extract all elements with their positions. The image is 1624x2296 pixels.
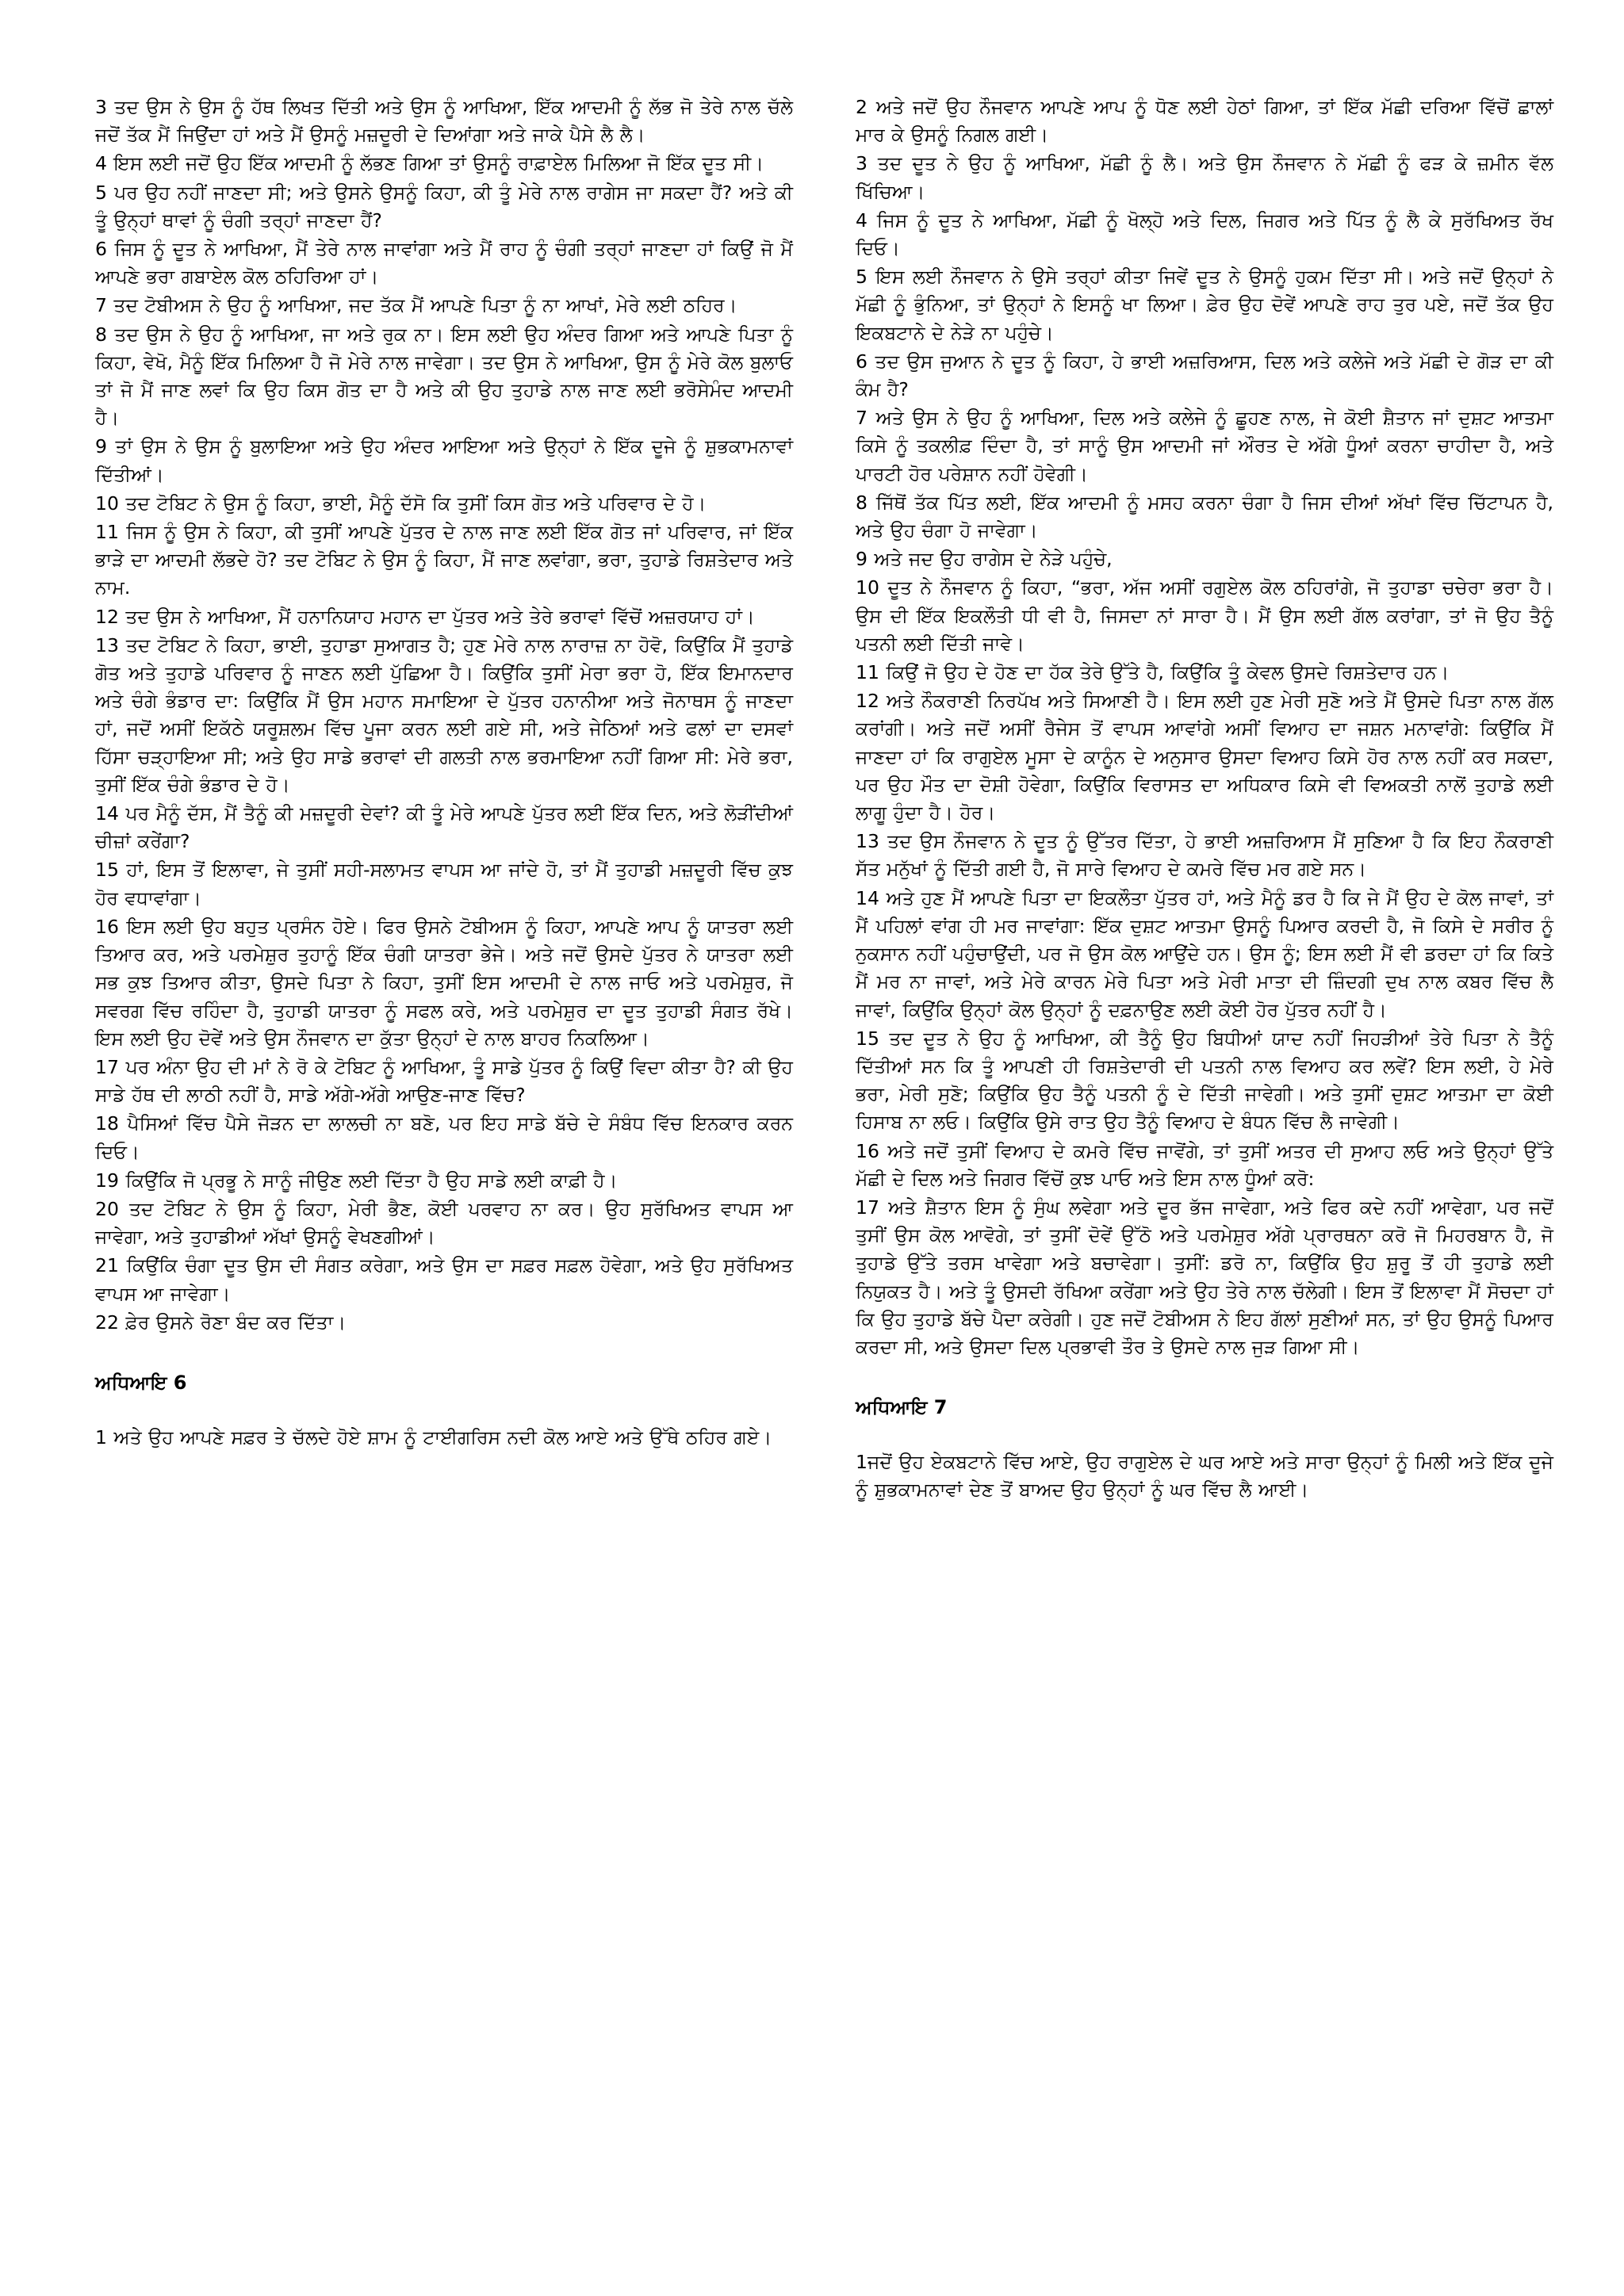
verse: 12 ਤਦ ਉਸ ਨੇ ਆਖਿਆ, ਮੈਂ ਹਨਾਨਿਯਾਹ ਮਹਾਨ ਦਾ ਪੁੱਤਰ ਅਤੇ ਤੇਰੇ ਭਰਾਵਾਂ ਵਿੱਚੋਂ ਅਜ਼ਰਯਾਹ ਹਾਂ। <box>95 605 755 628</box>
verse: 7 ਅਤੇ ਉਸ ਨੇ ਉਹ ਨੂੰ ਆਖਿਆ, ਦਿਲ ਅਤੇ ਕਲੇਜੇ ਨੂੰ ਛੂਹਣ ਨਾਲ, ਜੇ ਕੋਈ ਸ਼ੈਤਾਨ ਜਾਂ ਦੁਸ਼ਟ ਆਤਮਾ ਕਿਸੇ ਨੂੰ ਤਕਲੀਫ਼ ਦਿੰਦਾ ਹੈ, ਤਾਂ ਸਾਨੂੰ ਉਸ ਆਦਮੀ ਜਾਂ ਔਰਤ ਦੇ ਅੱਗੇ ਧੂੰਆਂ ਕਰਨਾ ਚਾਹੀਦਾ ਹੈ, ਅਤੇ ਪਾਰਟੀ ਹੋਰ ਪਰੇਸ਼ਾਨ ਨਹੀਂ ਹੋਵੇਗੀ। <box>856 407 1553 485</box>
verse: 14 ਅਤੇ ਹੁਣ ਮੈਂ ਆਪਣੇ ਪਿਤਾ ਦਾ ਇਕਲੌਤਾ ਪੁੱਤਰ ਹਾਂ, ਅਤੇ ਮੈਨੂੰ ਡਰ ਹੈ ਕਿ ਜੇ ਮੈਂ ਉਹ ਦੇ ਕੋਲ ਜਾਵਾਂ, ਤਾਂ ਮੈਂ ਪਹਿਲਾਂ ਵਾਂਗ ਹੀ ਮਰ ਜਾਵਾਂਗਾ: ਇੱਕ ਦੁਸ਼ਟ ਆਤਮਾ ਉਸਨੂੰ ਪਿਆਰ ਕਰਦੀ ਹੈ, ਜੋ ਕਿਸੇ ਦੇ ਸਰੀਰ ਨੂੰ ਨੁਕਸਾਨ ਨਹੀਂ ਪਹੁੰਚਾਉਂਦੀ, ਪਰ ਜੋ ਉਸ ਕੋਲ ਆਉਂਦੇ ਹਨ। ਉਸ ਨੂੰ; ਇਸ ਲਈ ਮੈਂ ਵੀ ਡਰਦਾ ਹਾਂ ਕਿ ਕਿਤੇ ਮੈਂ ਮਰ ਨਾ ਜਾਵਾਂ, ਅਤੇ ਮੇਰੇ ਕਾਰਨ ਮੇਰੇ ਪਿਤਾ ਅਤੇ ਮੇਰੀ ਮਾਤਾ ਦੀ ਜ਼ਿੰਦਗੀ ਦੁਖ ਨਾਲ ਕਬਰ ਵਿੱਚ ਲੈ ਜਾਵਾਂ, ਕਿਉਂਕਿ ਉਨ੍ਹਾਂ ਕੋਲ ਉਨ੍ਹਾਂ ਨੂੰ ਦਫ਼ਨਾਉਣ ਲਈ ਕੋਈ ਹੋਰ ਪੁੱਤਰ ਨਹੀਂ ਹੈ। <box>856 886 1553 1021</box>
chapter-6-verses <box>856 94 1553 1361</box>
verse: 6 ਜਿਸ ਨੂੰ ਦੂਤ ਨੇ ਆਖਿਆ, ਮੈਂ ਤੇਰੇ ਨਾਲ ਜਾਵਾਂਗਾ ਅਤੇ ਮੈਂ ਰਾਹ ਨੂੰ ਚੰਗੀ ਤਰ੍ਹਾਂ ਜਾਣਦਾ ਹਾਂ ਕਿਉਂ ਜੋ ਮੈਂ ਆਪਣੇ ਭਰਾ ਗਬਾਏਲ ਕੋਲ ਠਹਿਰਿਆ ਹਾਂ। <box>95 238 793 289</box>
chapter-heading-6: ਅਧਿਆਇ 6 <box>95 1371 187 1394</box>
right-column <box>856 94 1553 1506</box>
verse: 1ਜਦੋਂ ਉਹ ਏਕਬਟਾਨੇ ਵਿੱਚ ਆਏ, ਉਹ ਰਾਗੁਏਲ ਦੇ ਘਰ ਆਏ ਅਤੇ ਸਾਰਾ ਉਨ੍ਹਾਂ ਨੂੰ ਮਿਲੀ ਅਤੇ ਇੱਕ ਦੂਜੇ ਨੂੰ ਸ਼ੁਭਕਾਮਨਾਵਾਂ ਦੇਣ ਤੋਂ ਬਾਅਦ ਉਹ ਉਨ੍ਹਾਂ ਨੂੰ ਘਰ ਵਿੱਚ ਲੈ ਆਈ। <box>856 1451 1553 1502</box>
verse: 3 ਤਦ ਉਸ ਨੇ ਉਸ ਨੂੰ ਹੱਥ ਲਿਖਤ ਦਿੱਤੀ ਅਤੇ ਉਸ ਨੂੰ ਆਖਿਆ, ਇੱਕ ਆਦਮੀ ਨੂੰ ਲੱਭ ਜੋ ਤੇਰੇ ਨਾਲ ਚੱਲੇ ਜਦੋਂ ਤੱਕ ਮੈਂ ਜਿਉਂਦਾ ਹਾਂ ਅਤੇ ਮੈਂ ਉਸਨੂੰ ਮਜ਼ਦੂਰੀ ਦੇ ਦਿਆਂਗਾ ਅਤੇ ਜਾਕੇ ਪੈਸੇ ਲੈ ਲੈ। <box>95 96 793 147</box>
verse: 16 ਇਸ ਲਈ ਉਹ ਬਹੁਤ ਪ੍ਰਸੰਨ ਹੋਏ। ਫਿਰ ਉਸਨੇ ਟੋਬੀਅਸ ਨੂੰ ਕਿਹਾ, ਆਪਣੇ ਆਪ ਨੂੰ ਯਾਤਰਾ ਲਈ ਤਿਆਰ ਕਰ, ਅਤੇ ਪਰਮੇਸ਼ੁਰ ਤੁਹਾਨੂੰ ਇੱਕ ਚੰਗੀ ਯਾਤਰਾ ਭੇਜੇ। ਅਤੇ ਜਦੋਂ ਉਸਦੇ ਪੁੱਤਰ ਨੇ ਯਾਤਰਾ ਲਈ ਸਭ ਕੁਝ ਤਿਆਰ ਕੀਤਾ, ਉਸਦੇ ਪਿਤਾ ਨੇ ਕਿਹਾ, ਤੁਸੀਂ ਇਸ ਆਦਮੀ ਦੇ ਨਾਲ ਜਾਓ ਅਤੇ ਪਰਮੇਸ਼ੁਰ, ਜੋ ਸਵਰਗ ਵਿੱਚ ਰਹਿੰਦਾ ਹੈ, ਤੁਹਾਡੀ ਯਾਤਰਾ ਨੂੰ ਸਫਲ ਕਰੇ, ਅਤੇ ਪਰਮੇਸ਼ੁਰ ਦਾ ਦੂਤ ਤੁਹਾਡੀ ਸੰਗਤ ਰੱਖੇ। ਇਸ ਲਈ ਉਹ ਦੋਵੇਂ ਅਤੇ ਉਸ ਨੌਜਵਾਨ ਦਾ ਕੁੱਤਾ ਉਨ੍ਹਾਂ ਦੇ ਨਾਲ ਬਾਹਰ ਨਿਕਲਿਆ। <box>95 915 793 1050</box>
verse: 16 ਅਤੇ ਜਦੋਂ ਤੁਸੀਂ ਵਿਆਹ ਦੇ ਕਮਰੇ ਵਿੱਚ ਜਾਵੋਂਗੇ, ਤਾਂ ਤੁਸੀਂ ਅਤਰ ਦੀ ਸੁਆਹ ਲਓ ਅਤੇ ਉਨ੍ਹਾਂ ਉੱਤੇ ਮੱਛੀ ਦੇ ਦਿਲ ਅਤੇ ਜਿਗਰ ਵਿੱਚੋਂ ਕੁਝ ਪਾਓ ਅਤੇ ਇਸ ਨਾਲ ਧੂੰਆਂ ਕਰੋ: <box>856 1139 1553 1190</box>
verse: 5 ਇਸ ਲਈ ਨੌਜਵਾਨ ਨੇ ਉਸੇ ਤਰ੍ਹਾਂ ਕੀਤਾ ਜਿਵੇਂ ਦੂਤ ਨੇ ਉਸਨੂੰ ਹੁਕਮ ਦਿੱਤਾ ਸੀ। ਅਤੇ ਜਦੋਂ ਉਨ੍ਹਾਂ ਨੇ ਮੱਛੀ ਨੂੰ ਭੁੰਨਿਆ, ਤਾਂ ਉਨ੍ਹਾਂ ਨੇ ਇਸਨੂੰ ਖਾ ਲਿਆ। ਫ਼ੇਰ ਉਹ ਦੋਵੇਂ ਆਪਣੇ ਰਾਹ ਤੁਰ ਪਏ, ਜਦੋਂ ਤੱਕ ਉਹ ਇਕਬਟਾਨੇ ਦੇ ਨੇੜੇ ਨਾ ਪਹੁੰਚੇ। <box>856 266 1553 344</box>
verse: 15 ਹਾਂ, ਇਸ ਤੋਂ ਇਲਾਵਾ, ਜੇ ਤੁਸੀਂ ਸਹੀ-ਸਲਾਮਤ ਵਾਪਸ ਆ ਜਾਂਦੇ ਹੋ, ਤਾਂ ਮੈਂ ਤੁਹਾਡੀ ਮਜ਼ਦੂਰੀ ਵਿੱਚ ਕੁਝ ਹੋਰ ਵਧਾਵਾਂਗਾ। <box>95 859 793 909</box>
verse: 12 ਅਤੇ ਨੌਕਰਾਣੀ ਨਿਰਪੱਖ ਅਤੇ ਸਿਆਣੀ ਹੈ। ਇਸ ਲਈ ਹੁਣ ਮੇਰੀ ਸੁਣੋ ਅਤੇ ਮੈਂ ਉਸਦੇ ਪਿਤਾ ਨਾਲ ਗੱਲ ਕਰਾਂਗੀ। ਅਤੇ ਜਦੋਂ ਅਸੀਂ ਰੈਜੇਸ ਤੋਂ ਵਾਪਸ ਆਵਾਂਗੇ ਅਸੀਂ ਵਿਆਹ ਦਾ ਜਸ਼ਨ ਮਨਾਵਾਂਗੇ: ਕਿਉਂਕਿ ਮੈਂ ਜਾਣਦਾ ਹਾਂ ਕਿ ਰਾਗੁਏਲ ਮੂਸਾ ਦੇ ਕਾਨੂੰਨ ਦੇ ਅਨੁਸਾਰ ਉਸਦਾ ਵਿਆਹ ਕਿਸੇ ਹੋਰ ਨਾਲ ਨਹੀਂ ਕਰ ਸਕਦਾ, ਪਰ ਉਹ ਮੌਤ ਦਾ ਦੋਸ਼ੀ ਹੋਵੇਗਾ, ਕਿਉਂਕਿ ਵਿਰਾਸਤ ਦਾ ਅਧਿਕਾਰ ਕਿਸੇ ਵੀ ਵਿਅਕਤੀ ਨਾਲੋਂ ਤੁਹਾਡੇ ਲਈ ਲਾਗੂ ਹੁੰਦਾ ਹੈ। ਹੋਰ। <box>856 690 1553 825</box>
verse: 1 ਅਤੇ ਉਹ ਆਪਣੇ ਸਫ਼ਰ ਤੇ ਚੱਲਦੇ ਹੋਏ ਸ਼ਾਮ ਨੂੰ ਟਾਈਗਰਿਸ ਨਦੀ ਕੋਲ ਆਏ ਅਤੇ ਉੱਥੇ ਠਹਿਰ ਗਏ। <box>95 1425 772 1448</box>
verse: 10 ਦੂਤ ਨੇ ਨੌਜਵਾਨ ਨੂੰ ਕਿਹਾ, “ਭਰਾ, ਅੱਜ ਅਸੀਂ ਰਗੁਏਲ ਕੋਲ ਠਹਿਰਾਂਗੇ, ਜੋ ਤੁਹਾਡਾ ਚਚੇਰਾ ਭਰਾ ਹੈ। ਉਸ ਦੀ ਇੱਕ ਇਕਲੌਤੀ ਧੀ ਵੀ ਹੈ, ਜਿਸਦਾ ਨਾਂ ਸਾਰਾ ਹੈ। ਮੈਂ ਉਸ ਲਈ ਗੱਲ ਕਰਾਂਗਾ, ਤਾਂ ਜੋ ਉਹ ਤੈਨੂੰ ਪਤਨੀ ਲਈ ਦਿੱਤੀ ਜਾਵੇ। <box>856 576 1553 655</box>
verse: 19 ਕਿਉਂਕਿ ਜੋ ਪ੍ਰਭੂ ਨੇ ਸਾਨੂੰ ਜੀਉਣ ਲਈ ਦਿੱਤਾ ਹੈ ਉਹ ਸਾਡੇ ਲਈ ਕਾਫ਼ੀ ਹੈ। <box>95 1169 618 1192</box>
verse: 17 ਪਰ ਅੰਨਾ ਉਹ ਦੀ ਮਾਂ ਨੇ ਰੋ ਕੇ ਟੋਬਿਟ ਨੂੰ ਆਖਿਆ, ਤੂੰ ਸਾਡੇ ਪੁੱਤਰ ਨੂੰ ਕਿਉਂ ਵਿਦਾ ਕੀਤਾ ਹੈ? ਕੀ ਉਹ ਸਾਡੇ ਹੱਥ ਦੀ ਲਾਠੀ ਨਹੀਂ ਹੈ, ਸਾਡੇ ਅੱਗੇ-ਅੱਗੇ ਆਉਣ-ਜਾਣ ਵਿੱਚ? <box>95 1055 793 1107</box>
verse: 11 ਜਿਸ ਨੂੰ ਉਸ ਨੇ ਕਿਹਾ, ਕੀ ਤੁਸੀਂ ਆਪਣੇ ਪੁੱਤਰ ਦੇ ਨਾਲ ਜਾਣ ਲਈ ਇੱਕ ਗੋਤ ਜਾਂ ਪਰਿਵਾਰ, ਜਾਂ ਇੱਕ ਭਾੜੇ ਦਾ ਆਦਮੀ ਲੱਭਦੇ ਹੋ? ਤਦ ਟੋਬਿਟ ਨੇ ਉਸ ਨੂੰ ਕਿਹਾ, ਮੈਂ ਜਾਣ ਲਵਾਂਗਾ, ਭਰਾ, ਤੁਹਾਡੇ ਰਿਸ਼ਤੇਦਾਰ ਅਤੇ ਨਾਮ. <box>95 521 793 599</box>
verse: 9 ਅਤੇ ਜਦ ਉਹ ਰਾਗੇਸ ਦੇ ਨੇੜੇ ਪਹੁੰਚੇ, <box>856 548 1113 571</box>
verse: 6 ਤਦ ਉਸ ਜੁਆਨ ਨੇ ਦੂਤ ਨੂੰ ਕਿਹਾ, ਹੇ ਭਾਈ ਅਜ਼ਰਿਆਸ, ਦਿਲ ਅਤੇ ਕਲੇਜੇ ਅਤੇ ਮੱਛੀ ਦੇ ਗੋੜ ਦਾ ਕੀ ਕੰਮ ਹੈ? <box>856 350 1553 401</box>
verse: 11 ਕਿਉਂ ਜੋ ਉਹ ਦੇ ਹੋਣ ਦਾ ਹੱਕ ਤੇਰੇ ਉੱਤੇ ਹੈ, ਕਿਉਂਕਿ ਤੂੰ ਕੇਵਲ ਉਸਦੇ ਰਿਸ਼ਤੇਦਾਰ ਹਨ। <box>856 661 1450 684</box>
chapter-7-verses <box>856 1448 1553 1504</box>
verse: 18 ਪੈਸਿਆਂ ਵਿੱਚ ਪੈਸੇ ਜੋੜਨ ਦਾ ਲਾਲਚੀ ਨਾ ਬਣੋ, ਪਰ ਇਹ ਸਾਡੇ ਬੱਚੇ ਦੇ ਸੰਬੰਧ ਵਿੱਚ ਇਨਕਾਰ ਕਰਨ ਦਿਓ। <box>95 1112 793 1163</box>
verse: 8 ਜਿੱਥੋਂ ਤੱਕ ਪਿੱਤ ਲਈ, ਇੱਕ ਆਦਮੀ ਨੂੰ ਮਸਹ ਕਰਨਾ ਚੰਗਾ ਹੈ ਜਿਸ ਦੀਆਂ ਅੱਖਾਂ ਵਿੱਚ ਚਿੱਟਾਪਨ ਹੈ, ਅਤੇ ਉਹ ਚੰਗਾ ਹੋ ਜਾਵੇਗਾ। <box>856 491 1553 542</box>
chapter-5-verses <box>95 94 793 1337</box>
verse: 8 ਤਦ ਉਸ ਨੇ ਉਹ ਨੂੰ ਆਖਿਆ, ਜਾ ਅਤੇ ਰੁਕ ਨਾ। ਇਸ ਲਈ ਉਹ ਅੰਦਰ ਗਿਆ ਅਤੇ ਆਪਣੇ ਪਿਤਾ ਨੂੰ ਕਿਹਾ, ਵੇਖੋ, ਮੈਨੂੰ ਇੱਕ ਮਿਲਿਆ ਹੈ ਜੋ ਮੇਰੇ ਨਾਲ ਜਾਵੇਗਾ। ਤਦ ਉਸ ਨੇ ਆਖਿਆ, ਉਸ ਨੂੰ ਮੇਰੇ ਕੋਲ ਬੁਲਾਓ ਤਾਂ ਜੋ ਮੈਂ ਜਾਣ ਲਵਾਂ ਕਿ ਉਹ ਕਿਸ ਗੋਤ ਦਾ ਹੈ ਅਤੇ ਕੀ ਉਹ ਤੁਹਾਡੇ ਨਾਲ ਜਾਣ ਲਈ ਭਰੋਸੇਮੰਦ ਆਦਮੀ ਹੈ। <box>95 323 793 430</box>
chapter-6-verses-start <box>95 1424 793 1452</box>
left-column <box>95 94 793 1452</box>
verse: 5 ਪਰ ਉਹ ਨਹੀਂ ਜਾਣਦਾ ਸੀ; ਅਤੇ ਉਸਨੇ ਉਸਨੂੰ ਕਿਹਾ, ਕੀ ਤੂੰ ਮੇਰੇ ਨਾਲ ਰਾਗੇਸ ਜਾ ਸਕਦਾ ਹੈਂ? ਅਤੇ ਕੀ ਤੂੰ ਉਨ੍ਹਾਂ ਥਾਵਾਂ ਨੂੰ ਚੰਗੀ ਤਰ੍ਹਾਂ ਜਾਣਦਾ ਹੈਂ? <box>95 181 793 232</box>
verse: 9 ਤਾਂ ਉਸ ਨੇ ਉਸ ਨੂੰ ਬੁਲਾਇਆ ਅਤੇ ਉਹ ਅੰਦਰ ਆਇਆ ਅਤੇ ਉਨ੍ਹਾਂ ਨੇ ਇੱਕ ਦੂਜੇ ਨੂੰ ਸ਼ੁਭਕਾਮਨਾਵਾਂ ਦਿੱਤੀਆਂ। <box>95 435 793 486</box>
verse: 3 ਤਦ ਦੂਤ ਨੇ ਉਹ ਨੂੰ ਆਖਿਆ, ਮੱਛੀ ਨੂੰ ਲੈ। ਅਤੇ ਉਸ ਨੌਜਵਾਨ ਨੇ ਮੱਛੀ ਨੂੰ ਫੜ ਕੇ ਜ਼ਮੀਨ ਵੱਲ ਖਿੱਚਿਆ। <box>856 152 1553 203</box>
verse: 13 ਤਦ ਉਸ ਨੌਜਵਾਨ ਨੇ ਦੂਤ ਨੂੰ ਉੱਤਰ ਦਿੱਤਾ, ਹੇ ਭਾਈ ਅਜ਼ਰਿਆਸ ਮੈਂ ਸੁਣਿਆ ਹੈ ਕਿ ਇਹ ਨੌਕਰਾਣੀ ਸੱਤ ਮਨੁੱਖਾਂ ਨੂੰ ਦਿੱਤੀ ਗਈ ਹੈ, ਜੋ ਸਾਰੇ ਵਿਆਹ ਦੇ ਕਮਰੇ ਵਿੱਚ ਮਰ ਗਏ ਸਨ। <box>856 830 1553 881</box>
chapter-heading-7: ਅਧਿਆਇ 7 <box>856 1396 948 1419</box>
verse: 21 ਕਿਉਂਕਿ ਚੰਗਾ ਦੂਤ ਉਸ ਦੀ ਸੰਗਤ ਕਰੇਗਾ, ਅਤੇ ਉਸ ਦਾ ਸਫ਼ਰ ਸਫ਼ਲ ਹੋਵੇਗਾ, ਅਤੇ ਉਹ ਸੁਰੱਖਿਅਤ ਵਾਪਸ ਆ ਜਾਵੇਗਾ। <box>95 1254 793 1305</box>
verse: 20 ਤਦ ਟੋਬਿਟ ਨੇ ਉਸ ਨੂੰ ਕਿਹਾ, ਮੇਰੀ ਭੈਣ, ਕੋਈ ਪਰਵਾਹ ਨਾ ਕਰ। ਉਹ ਸੁਰੱਖਿਅਤ ਵਾਪਸ ਆ ਜਾਵੇਗਾ, ਅਤੇ ਤੁਹਾਡੀਆਂ ਅੱਖਾਂ ਉਸਨੂੰ ਵੇਖਣਗੀਆਂ। <box>95 1197 793 1249</box>
verse: 4 ਜਿਸ ਨੂੰ ਦੂਤ ਨੇ ਆਖਿਆ, ਮੱਛੀ ਨੂੰ ਖੋਲ੍ਹੋ ਅਤੇ ਦਿਲ, ਜਿਗਰ ਅਤੇ ਪਿੱਤ ਨੂੰ ਲੈ ਕੇ ਸੁਰੱਖਿਅਤ ਰੱਖ ਦਿਓ। <box>856 209 1553 260</box>
verse: 14 ਪਰ ਮੈਨੂੰ ਦੱਸ, ਮੈਂ ਤੈਨੂੰ ਕੀ ਮਜ਼ਦੂਰੀ ਦੇਵਾਂ? ਕੀ ਤੂੰ ਮੇਰੇ ਆਪਣੇ ਪੁੱਤਰ ਲਈ ਇੱਕ ਦਿਨ, ਅਤੇ ਲੋੜੀਂਦੀਆਂ ਚੀਜ਼ਾਂ ਕਰੇਂਗਾ? <box>95 802 793 853</box>
verse: 15 ਤਦ ਦੂਤ ਨੇ ਉਹ ਨੂੰ ਆਖਿਆ, ਕੀ ਤੈਨੂੰ ਉਹ ਬਿਧੀਆਂ ਯਾਦ ਨਹੀਂ ਜਿਹੜੀਆਂ ਤੇਰੇ ਪਿਤਾ ਨੇ ਤੈਨੂੰ ਦਿੱਤੀਆਂ ਸਨ ਕਿ ਤੂੰ ਆਪਣੀ ਹੀ ਰਿਸ਼ਤੇਦਾਰੀ ਦੀ ਪਤਨੀ ਨਾਲ ਵਿਆਹ ਕਰ ਲਵੇਂ? ਇਸ ਲਈ, ਹੇ ਮੇਰੇ ਭਰਾ, ਮੇਰੀ ਸੁਣੋ; ਕਿਉਂਕਿ ਉਹ ਤੈਨੂੰ ਪਤਨੀ ਨੂੰ ਦੇ ਦਿੱਤੀ ਜਾਵੇਗੀ। ਅਤੇ ਤੁਸੀਂ ਦੁਸ਼ਟ ਆਤਮਾ ਦਾ ਕੋਈ ਹਿਸਾਬ ਨਾ ਲਓ। ਕਿਉਂਕਿ ਉਸੇ ਰਾਤ ਉਹ ਤੈਨੂੰ ਵਿਆਹ ਦੇ ਬੰਧਨ ਵਿੱਚ ਲੈ ਜਾਵੇਗੀ। <box>856 1027 1553 1134</box>
verse: 2 ਅਤੇ ਜਦੋਂ ਉਹ ਨੌਜਵਾਨ ਆਪਣੇ ਆਪ ਨੂੰ ਧੋਣ ਲਈ ਹੇਠਾਂ ਗਿਆ, ਤਾਂ ਇੱਕ ਮੱਛੀ ਦਰਿਆ ਵਿੱਚੋਂ ਛਾਲਾਂ ਮਾਰ ਕੇ ਉਸਨੂੰ ਨਿਗਲ ਗਈ। <box>856 96 1553 147</box>
verse: 22 ਫ਼ੇਰ ਉਸਨੇ ਰੋਣਾ ਬੰਦ ਕਰ ਦਿੱਤਾ। <box>95 1311 347 1334</box>
verse: 17 ਅਤੇ ਸ਼ੈਤਾਨ ਇਸ ਨੂੰ ਸੁੰਘ ਲਵੇਗਾ ਅਤੇ ਦੂਰ ਭੱਜ ਜਾਵੇਗਾ, ਅਤੇ ਫਿਰ ਕਦੇ ਨਹੀਂ ਆਵੇਗਾ, ਪਰ ਜਦੋਂ ਤੁਸੀਂ ਉਸ ਕੋਲ ਆਵੋਗੇ, ਤਾਂ ਤੁਸੀਂ ਦੋਵੇਂ ਉੱਠੋ ਅਤੇ ਪਰਮੇਸ਼ੁਰ ਅੱਗੇ ਪ੍ਰਾਰਥਨਾ ਕਰੋ ਜੋ ਮਿਹਰਬਾਨ ਹੈ, ਜੋ ਤੁਹਾਡੇ ਉੱਤੇ ਤਰਸ ਖਾਵੇਗਾ ਅਤੇ ਬਚਾਵੇਗਾ। ਤੁਸੀਂ: ਡਰੋ ਨਾ, ਕਿਉਂਕਿ ਉਹ ਸ਼ੁਰੂ ਤੋਂ ਹੀ ਤੁਹਾਡੇ ਲਈ ਨਿਯੁਕਤ ਹੈ। ਅਤੇ ਤੂੰ ਉਸਦੀ ਰੱਖਿਆ ਕਰੇਂਗਾ ਅਤੇ ਉਹ ਤੇਰੇ ਨਾਲ ਚੱਲੇਗੀ। ਇਸ ਤੋਂ ਇਲਾਵਾ ਮੈਂ ਸੋਚਦਾ ਹਾਂ ਕਿ ਉਹ ਤੁਹਾਡੇ ਬੱਚੇ ਪੈਦਾ ਕਰੇਗੀ। ਹੁਣ ਜਦੋਂ ਟੋਬੀਅਸ ਨੇ ਇਹ ਗੱਲਾਂ ਸੁਣੀਆਂ ਸਨ, ਤਾਂ ਉਹ ਉਸਨੂੰ ਪਿਆਰ ਕਰਦਾ ਸੀ, ਅਤੇ ਉਸਦਾ ਦਿਲ ਪ੍ਰਭਾਵੀ ਤੌਰ ਤੇ ਉਸਦੇ ਨਾਲ ਜੁੜ ਗਿਆ ਸੀ। <box>856 1196 1553 1358</box>
verse: 4 ਇਸ ਲਈ ਜਦੋਂ ਉਹ ਇੱਕ ਆਦਮੀ ਨੂੰ ਲੱਭਣ ਗਿਆ ਤਾਂ ਉਸਨੂੰ ਰਾਫ਼ਾਏਲ ਮਿਲਿਆ ਜੋ ਇੱਕ ਦੂਤ ਸੀ। <box>95 152 764 175</box>
verse: 7 ਤਦ ਟੋਬੀਅਸ ਨੇ ਉਹ ਨੂੰ ਆਖਿਆ, ਜਦ ਤੱਕ ਮੈਂ ਆਪਣੇ ਪਿਤਾ ਨੂੰ ਨਾ ਆਖਾਂ, ਮੇਰੇ ਲਈ ਠਹਿਰ। <box>95 294 737 317</box>
verse: 13 ਤਦ ਟੋਬਿਟ ਨੇ ਕਿਹਾ, ਭਾਈ, ਤੁਹਾਡਾ ਸੁਆਗਤ ਹੈ; ਹੁਣ ਮੇਰੇ ਨਾਲ ਨਾਰਾਜ਼ ਨਾ ਹੋਵੋ, ਕਿਉਂਕਿ ਮੈਂ ਤੁਹਾਡੇ ਗੋਤ ਅਤੇ ਤੁਹਾਡੇ ਪਰਿਵਾਰ ਨੂੰ ਜਾਣਨ ਲਈ ਪੁੱਛਿਆ ਹੈ। ਕਿਉਂਕਿ ਤੁਸੀਂ ਮੇਰਾ ਭਰਾ ਹੋ, ਇੱਕ ਇਮਾਨਦਾਰ ਅਤੇ ਚੰਗੇ ਭੰਡਾਰ ਦਾ: ਕਿਉਂਕਿ ਮੈਂ ਉਸ ਮਹਾਨ ਸਮਾਇਆ ਦੇ ਪੁੱਤਰ ਹਨਾਨੀਆ ਅਤੇ ਜੋਨਾਥਸ ਨੂੰ ਜਾਣਦਾ ਹਾਂ, ਜਦੋਂ ਅਸੀਂ ਇਕੱਠੇ ਯਰੂਸ਼ਲਮ ਵਿੱਚ ਪੂਜਾ ਕਰਨ ਲਈ ਗਏ ਸੀ, ਅਤੇ ਜੇਠਿਆਂ ਅਤੇ ਫਲਾਂ ਦਾ ਦਸਵਾਂ ਹਿੱਸਾ ਚੜ੍ਹਾਇਆ ਸੀ; ਅਤੇ ਉਹ ਸਾਡੇ ਭਰਾਵਾਂ ਦੀ ਗਲਤੀ ਨਾਲ ਭਰਮਾਇਆ ਨਹੀਂ ਗਿਆ ਸੀ: ਮੇਰੇ ਭਰਾ, ਤੁਸੀਂ ਇੱਕ ਚੰਗੇ ਭੰਡਾਰ ਦੇ ਹੋ। <box>95 633 793 796</box>
verse: 10 ਤਦ ਟੋਬਿਟ ਨੇ ਉਸ ਨੂੰ ਕਿਹਾ, ਭਾਈ, ਮੈਨੂੰ ਦੱਸੋ ਕਿ ਤੁਸੀਂ ਕਿਸ ਗੋਤ ਅਤੇ ਪਰਿਵਾਰ ਦੇ ਹੋ। <box>95 492 707 515</box>
